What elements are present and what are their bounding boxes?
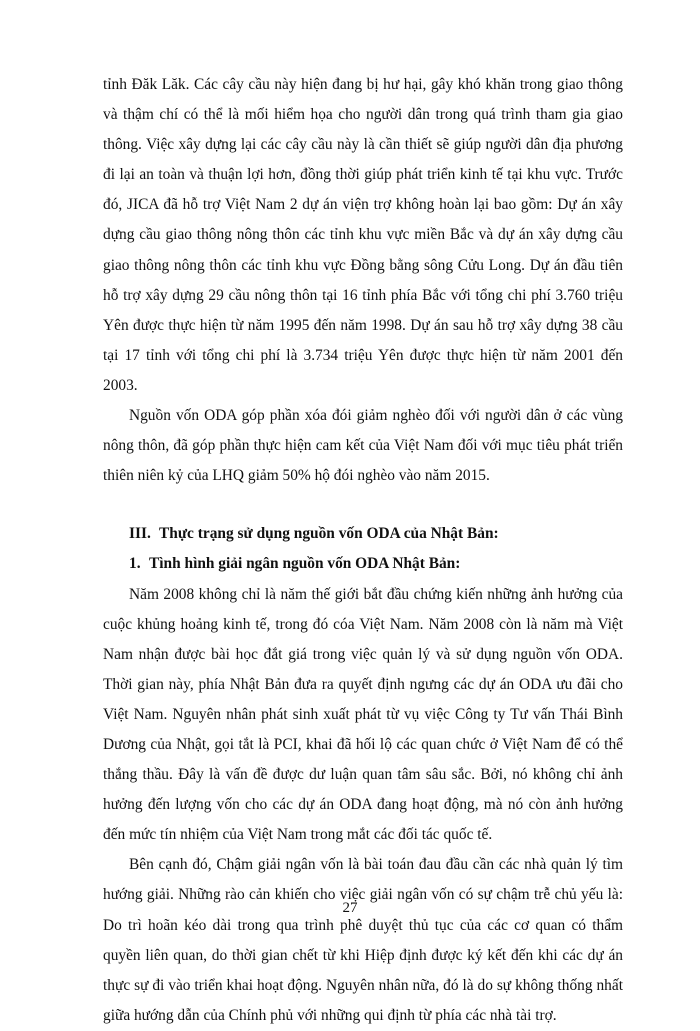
body-paragraph: Bên cạnh đó, Chậm giải ngân vốn là bài toán đau đầu cần các nhà quản lý tìm hướng giải. Những rào cản khiến cho việc giải ngân vốn có sự chậm trễ chủ yếu là: Do trì hoãn kéo dài trong qua trình phê duyệt thủ tục của các cơ quan có thẩm quyền liên quan, do thời gian chết từ khi Hiệp định được ký kết đến khi các dự án thực sự đi vào triển khai hoạt động. Nguyên nhân nữa, đó là do sự không thống nhất giữa hướng dẫn của Chính phủ với những qui định từ phía các nhà tài trợ. [103, 856, 623, 1024]
subsection-heading [103, 549, 623, 579]
subsection-title: Tình hình giải ngân nguồn vốn ODA Nhật Bản: [149, 555, 461, 573]
section-spacer [103, 491, 623, 519]
section-number: III. [129, 525, 151, 543]
body-paragraph: Nguồn vốn ODA góp phần xóa đói giảm nghèo đối với người dân ở các vùng nông thôn, đã góp phần thực hiện cam kết của Việt Nam đối với mục tiêu phát triển thiên niên kỷ của LHQ giảm 50% hộ đói nghèo vào năm 2015. [103, 407, 623, 485]
page-number: 27 [342, 900, 358, 916]
body-paragraph: Năm 2008 không chỉ là năm thế giới bắt đầu chứng kiến những ảnh hưởng của cuộc khủng hoảng kinh tế, trong đó cóa Việt Nam. Năm 2008 còn là năm mà Việt Nam nhận được bài học đắt giá trong việc quản lý và sử dụng nguồn vốn ODA. Thời gian này, phía Nhật Bản đưa ra quyết định ngưng các dự án ODA ưu đãi cho Việt Nam. Nguyên nhân phát sinh xuất phát từ vụ việc Công ty Tư vấn Thái Bình Dương của Nhật, gọi tắt là PCI, khai đã hối lộ các quan chức ở Việt Nam để có thể thắng thầu. Đây là vấn đề được dư luận quan tâm sâu sắc. Bởi, nó không chỉ ảnh hưởng đến lượng vốn cho các dự án ODA đang hoạt động, mà nó còn ảnh hưởng đến mức tín nhiệm của Việt Nam trong mắt các đối tác quốc tế. [103, 585, 623, 844]
body-paragraph: tỉnh Đăk Lăk. Các cây cầu này hiện đang bị hư hại, gây khó khăn trong giao thông và thậm chí có thể là mối hiểm họa cho người dân trong quá trình tham gia giao thông. Việc xây dựng lại các cây cầu này là cần thiết sẽ giúp người dân địa phương đi lại an toàn và thuận lợi hơn, đồng thời giúp phát triển kinh tế tại khu vực. Trước đó, JICA đã hỗ trợ Việt Nam 2 dự án viện trợ không hoàn lại bao gồm: Dự án xây dựng cầu giao thông nông thôn các tỉnh khu vực miền Bắc và dự án xây dựng cầu giao thông nông thôn các tỉnh khu vực Đồng bằng sông Cửu Long. Dự án đầu tiên hỗ trợ xây dựng 29 cầu nông thôn tại 16 tỉnh phía Bắc với tổng chi phí 3.760 triệu Yên được thực hiện từ năm 1995 đến năm 1998. Dự án sau hỗ trợ xây dựng 38 cầu tại 17 tỉnh với tổng chi phí là 3.734 triệu Yên được thực hiện từ năm 2001 đến 2003. [103, 76, 623, 394]
subsection-number: 1. [129, 555, 141, 573]
page-body [103, 70, 623, 1031]
section-heading [103, 519, 623, 549]
section-title: Thực trạng sử dụng nguồn vốn ODA của Nhật Bản: [159, 525, 499, 543]
